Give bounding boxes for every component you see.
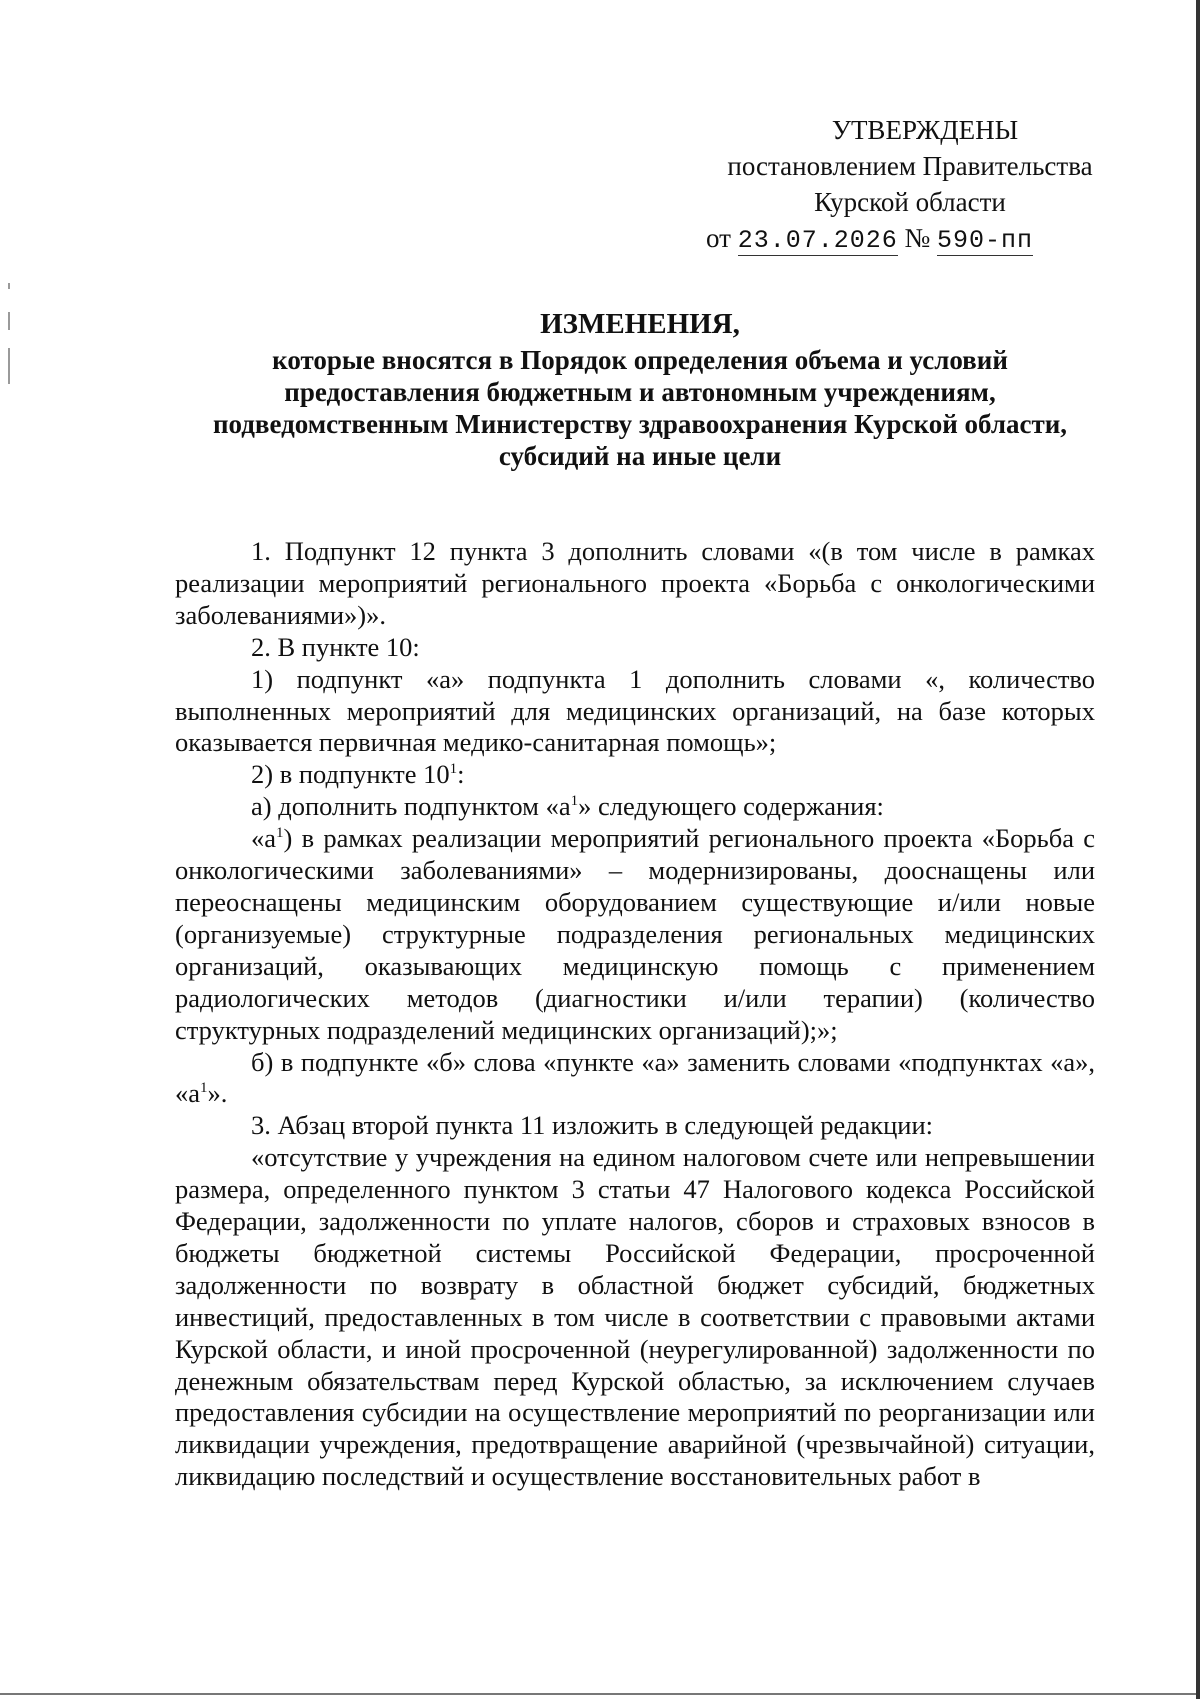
- paragraph-4-text: 2) в подпункте 10: [251, 759, 450, 790]
- paragraph-6-open: «а: [251, 823, 277, 854]
- paragraph-2: 2. В пункте 10:: [251, 631, 420, 662]
- scan-mark: [8, 283, 10, 289]
- title-main: ИЗМЕНЕНИЯ,: [540, 308, 740, 340]
- approval-line-2: Курской области: [814, 187, 1006, 217]
- title-line: предоставления бюджетным и автономным учреждениям,: [284, 377, 996, 407]
- approval-date: 23.07.2026: [737, 226, 898, 255]
- approval-heading: УТВЕРЖДЕНЫ: [831, 115, 1019, 145]
- superscript: 1: [200, 1080, 208, 1097]
- date-prefix: от: [706, 223, 731, 253]
- paragraph-6: [175, 823, 1095, 1046]
- superscript: 1: [276, 825, 284, 842]
- title-line: субсидий на иные цели: [498, 441, 782, 471]
- document-title: [140, 304, 1140, 472]
- approval-block: [690, 112, 1130, 259]
- paragraph-1: 1. Подпункт 12 пункта 3 дополнить словами «(в том числе в рамках реализации мероприятий регионального проекта «Борьба с онкологическими заболеваниями»)».: [175, 536, 1095, 630]
- scan-mark: [8, 348, 10, 384]
- superscript: 1: [570, 793, 579, 810]
- approval-date-number: [690, 220, 1130, 259]
- paragraph-5: [175, 791, 1095, 823]
- document-body: [175, 536, 1095, 1493]
- paragraph-4: [175, 759, 1095, 791]
- number-prefix: №: [904, 223, 931, 253]
- scan-edge-right: [1196, 0, 1200, 1699]
- approval-number: 590-пп: [937, 226, 1034, 255]
- title-line: которые вносятся в Порядок определения объема и условий: [272, 345, 1008, 375]
- paragraph-7-tail: ».: [207, 1078, 228, 1109]
- scan-mark: [8, 312, 10, 330]
- paragraph-3: 1) подпункт «а» подпункта 1 дополнить словами «, количество выполненных мероприятий для медицинских организаций, на базе которых оказывается первичная медико-санитарная помощь»;: [175, 663, 1095, 758]
- paragraph-5-tail: » следующего содержания:: [578, 791, 884, 822]
- paragraph-7-text: б) в подпункте «б» слова «пункте «а» заменить словами «подпунктах «а», «а: [175, 1046, 1095, 1109]
- paragraph-7: [175, 1047, 1095, 1111]
- scan-edge-bottom: [0, 1693, 1200, 1695]
- paragraph-9: «отсутствие у учреждения на едином налоговом счете или непревышении размера, определенного пунктом 3 статьи 47 Налогового кодекса Российской Федерации, задолженности по уплате налогов, сборов и страховых взносов в бюджеты бюджетной системы Российской Федерации, просроченной задолженности по возврату в областной бюджет субсидий, бюджетных инвестиций, предоставленных в том числе в соответствии с правовыми актами Курской области, и иной просроченной (неурегулированной) задолженности по денежным обязательствам перед Курской областью, за исключением случаев предоставления субсидии на осуществление мероприятий по реорганизации или ликвидации учреждения, предотвращение аварийной (чрезвычайной) ситуации, ликвидацию последствий и осуществление восстановительных работ в: [175, 1142, 1095, 1492]
- paragraph-5-text: а) дополнить подпунктом «а: [251, 791, 571, 822]
- superscript: 1: [449, 761, 458, 778]
- paragraph-6-text: ) в рамках реализации мероприятий регионального проекта «Борьба с онкологическими заболеваниями» – модернизированы, дооснащены или переоснащены медицинским оборудованием существующие и/или новые (организуемые) структурные подразделения региональных медицинских организаций, оказывающих медицинскую помощь с применением радиологических методов (диагностики и/или терапии) (количество структурных подразделений медицинских организаций);»;: [175, 823, 1095, 1045]
- paragraph-4-tail: :: [457, 759, 465, 790]
- approval-line-1: постановлением Правительства: [727, 151, 1093, 181]
- paragraph-8: 3. Абзац второй пункта 11 изложить в следующей редакции:: [251, 1110, 933, 1141]
- title-line: подведомственным Министерству здравоохранения Курской области,: [212, 409, 1068, 439]
